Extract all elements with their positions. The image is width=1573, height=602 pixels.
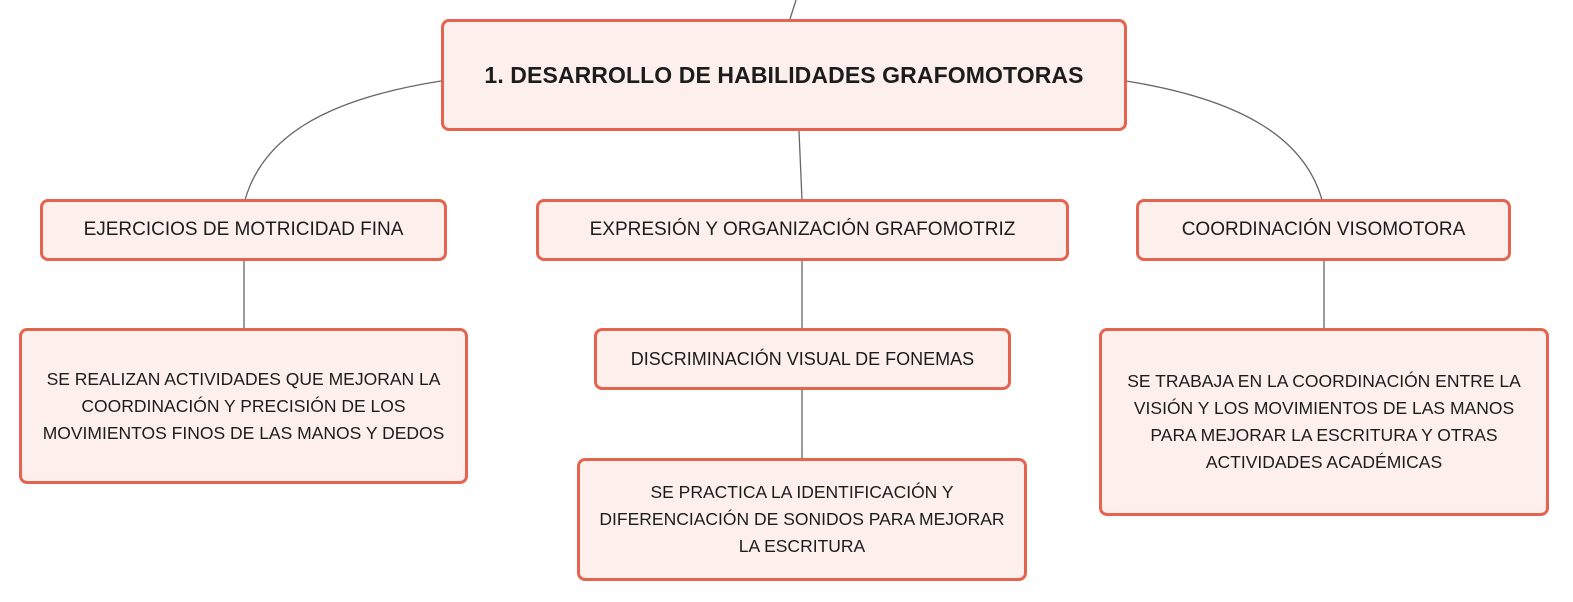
description-text: SE TRABAJA EN LA COORDINACIÓN ENTRE LA VISIÓN Y LOS MOVIMIENTOS DE LAS MANOS PARA MEJORAR LA ESCRITURA Y OTRAS ACTIVIDADES ACADÉMICAS bbox=[1127, 371, 1521, 472]
description-text: SE REALIZAN ACTIVIDADES QUE MEJORAN LA COORDINACIÓN Y PRECISIÓN DE LOS MOVIMIENTOS FINOS DE LAS MANOS Y DEDOS bbox=[42, 368, 445, 443]
main-topic-label: 1. DESARROLLO DE HABILIDADES GRAFOMOTORAS bbox=[484, 61, 1084, 88]
main-topic-node[interactable] bbox=[441, 19, 1127, 131]
description-text: SE PRACTICA LA IDENTIFICACIÓN Y DIFERENCIACIÓN DE SONIDOS PARA MEJORAR LA ESCRITURA bbox=[599, 482, 1005, 556]
branch-label: EJERCICIOS DE MOTRICIDAD FINA bbox=[83, 219, 404, 240]
connector-main-to-motricidad bbox=[245, 81, 441, 200]
subtopic-label: DISCRIMINACIÓN VISUAL DE FONEMAS bbox=[630, 348, 975, 369]
subtopic-node-discriminacion-visual[interactable] bbox=[594, 328, 1011, 390]
branch-label: COORDINACIÓN VISOMOTORA bbox=[1181, 219, 1466, 240]
connector-main-to-coordinacion bbox=[1126, 81, 1322, 200]
branch-node-expresion-organizacion[interactable] bbox=[536, 199, 1069, 261]
branch-node-coordinacion-visomotora[interactable] bbox=[1136, 199, 1511, 261]
description-node-motricidad-fina[interactable] bbox=[19, 328, 468, 484]
description-node-coordinacion-visomotora[interactable] bbox=[1099, 328, 1549, 516]
connector-parent-to-main bbox=[790, 0, 796, 19]
connector-main-to-expresion bbox=[799, 131, 802, 200]
branch-node-motricidad-fina[interactable] bbox=[40, 199, 447, 261]
description-node-discriminacion-visual[interactable] bbox=[577, 458, 1027, 581]
branch-label: EXPRESIÓN Y ORGANIZACIÓN GRAFOMOTRIZ bbox=[589, 219, 1016, 240]
